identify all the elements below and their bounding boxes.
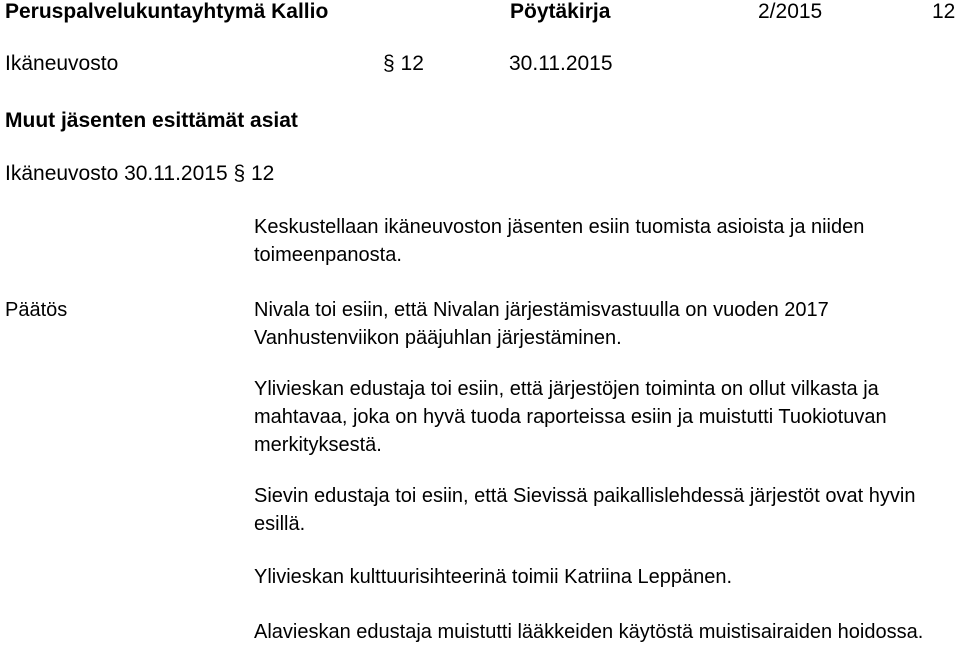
- organization-name: Peruspalvelukuntayhtymä Kallio: [5, 0, 329, 23]
- decision-paragraph-2: Ylivieskan edustaja toi esiin, että järjestöjen toiminta on ollut vilkasta ja mahtavaa, joka on hyvä tuoda raporteissa esiin ja muistutti Tuokiotuvan merkityksestä.: [254, 378, 887, 456]
- meeting-body: Ikäneuvosto: [5, 52, 119, 75]
- decision-paragraph-1: Nivala toi esiin, että Nivalan järjestämisvastuulla on vuoden 2017 Vanhustenviikon pääjuhlan järjestäminen.: [254, 299, 829, 349]
- section-reference: [5, 162, 274, 186]
- document-number: 2/2015: [758, 0, 823, 23]
- decision-paragraph-4: Ylivieskan kulttuurisihteerinä toimii Katriina Leppänen.: [254, 566, 733, 588]
- reference-prefix: Ikäneuvosto 30.11.2015: [5, 162, 228, 185]
- document-type: Pöytäkirja: [510, 0, 611, 23]
- meeting-date: 30.11.2015: [509, 52, 613, 75]
- decision-paragraph-3: Sievin edustaja toi esiin, että Sievissä paikallislehdessä järjestöt ovat hyvin esillä.: [254, 485, 916, 535]
- section-title: Muut jäsenten esittämät asiat: [5, 109, 298, 132]
- meeting-section: [383, 52, 424, 76]
- page-number: 12: [932, 0, 956, 23]
- decision-paragraph-5: Alavieskan edustaja muistutti lääkkeiden käytöstä muistisairaiden hoidossa.: [254, 621, 924, 643]
- reference-number: 12: [251, 162, 275, 185]
- section-number: 12: [400, 52, 424, 75]
- intro-paragraph: Keskustellaan ikäneuvoston jäsenten esiin tuomista asioista ja niiden toimeenpanosta.: [254, 216, 865, 266]
- section-symbol: §: [383, 52, 395, 75]
- decision-label: Päätös: [5, 299, 68, 321]
- reference-symbol: §: [233, 162, 246, 185]
